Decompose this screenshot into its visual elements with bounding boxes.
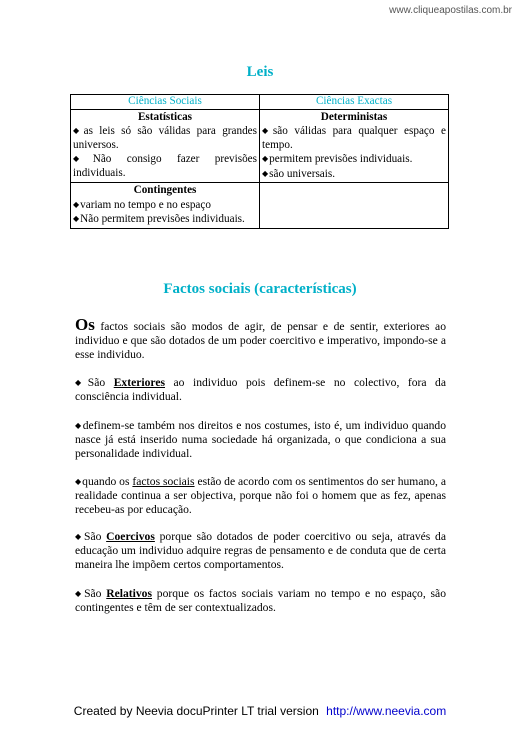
cell-contingentes: [71, 183, 260, 229]
keyword-exteriores: Exteriores: [113, 376, 165, 389]
header-ciencias-exactas: Ciências Exactas: [260, 95, 449, 110]
list-item: ◆Não permitem previsões individuais.: [73, 213, 245, 225]
list-item: ◆as leis só são válidas para grandes universos.: [73, 125, 257, 151]
paragraph-exteriores: ◆São Exteriores ao individuo pois definem-se no colectivo, fora da consciência individual.: [75, 376, 446, 403]
diamond-bullet-icon: ◆: [73, 199, 80, 209]
list-item: ◆Não consigo fazer previsões individuais.: [73, 153, 258, 179]
list-item: ◆são universais.: [262, 167, 336, 180]
diamond-bullet-icon: ◆: [262, 126, 272, 135]
footer-link[interactable]: http://www.neevia.com: [326, 704, 447, 718]
table-row: [71, 183, 449, 229]
watermark-url: www.cliqueapostilas.com.br: [389, 5, 512, 16]
deterministas-heading: Deterministas: [320, 110, 388, 123]
keyword-coercivos: Coercivos: [106, 530, 155, 543]
contingentes-heading: Contingentes: [133, 184, 197, 196]
paragraph-coercivos: ◆São Coercivos porque são dotados de poder coercitivo ou seja, através da educação um individuo adquire regras de pensamento e de conduta que de certa maneira lhe impõem certos comportamentos.: [75, 530, 446, 571]
paragraph-direitos: ◆definem-se também nos direitos e nos costumes, isto é, um individuo quando nasce já está inserido numa sociedade há organizada, o que condiciona a sua personalidade individual.: [75, 419, 446, 460]
list-item: ◆permitem previsões individuais.: [262, 153, 413, 165]
keyword-factos-sociais: factos sociais: [132, 475, 195, 488]
table-row: [71, 109, 449, 183]
cell-deterministas: [260, 109, 449, 183]
footer: [0, 704, 520, 718]
diamond-bullet-icon: ◆: [262, 168, 269, 178]
intro-paragraph: [75, 315, 446, 362]
intro-text: factos sociais são modos de agir, de pensar e de sentir, exteriores ao individuo e que são dotados de um poder coercitivo e imperativo, impondo-se a esse individuo.: [75, 320, 446, 361]
intro-first-word: Os: [75, 315, 95, 334]
leis-table: [70, 94, 449, 229]
diamond-bullet-icon: ◆: [75, 589, 84, 598]
paragraph-relativos: ◆São Relativos porque os factos sociais variam no tempo e no espaço, são contingentes e têm de ser contextualizados.: [75, 587, 446, 614]
diamond-bullet-icon: ◆: [262, 154, 269, 163]
cell-estatisticas: [71, 109, 260, 183]
cell-empty: [260, 183, 449, 229]
diamond-bullet-icon: ◆: [73, 214, 80, 223]
list-item: ◆são válidas para qualquer espaço e tempo.: [262, 125, 446, 151]
diamond-bullet-icon: ◆: [73, 126, 83, 135]
estatisticas-heading: Estatísticas: [137, 110, 193, 123]
footer-text: Created by Neevia docuPrinter LT trial version: [73, 704, 319, 718]
header-ciencias-sociais: Ciências Sociais: [71, 95, 260, 110]
paragraph-factos-sociais: ◆quando os factos sociais estão de acordo com os sentimentos do ser humano, a realidade continua a ser objectiva, porque não foi o homem que as fez, apenas recebeu-as por educação.: [75, 475, 447, 516]
diamond-bullet-icon: ◆: [75, 477, 82, 486]
list-item: ◆variam no tempo e no espaço: [73, 198, 211, 211]
diamond-bullet-icon: ◆: [75, 532, 83, 541]
keyword-relativos: Relativos: [106, 587, 152, 600]
diamond-bullet-icon: ◆: [75, 378, 87, 387]
section-title-leis: Leis: [246, 64, 274, 80]
table-header-row: [71, 95, 449, 110]
section-title-factos: Factos sociais (características): [163, 281, 357, 297]
diamond-bullet-icon: ◆: [73, 154, 92, 163]
diamond-bullet-icon: ◆: [75, 421, 82, 430]
